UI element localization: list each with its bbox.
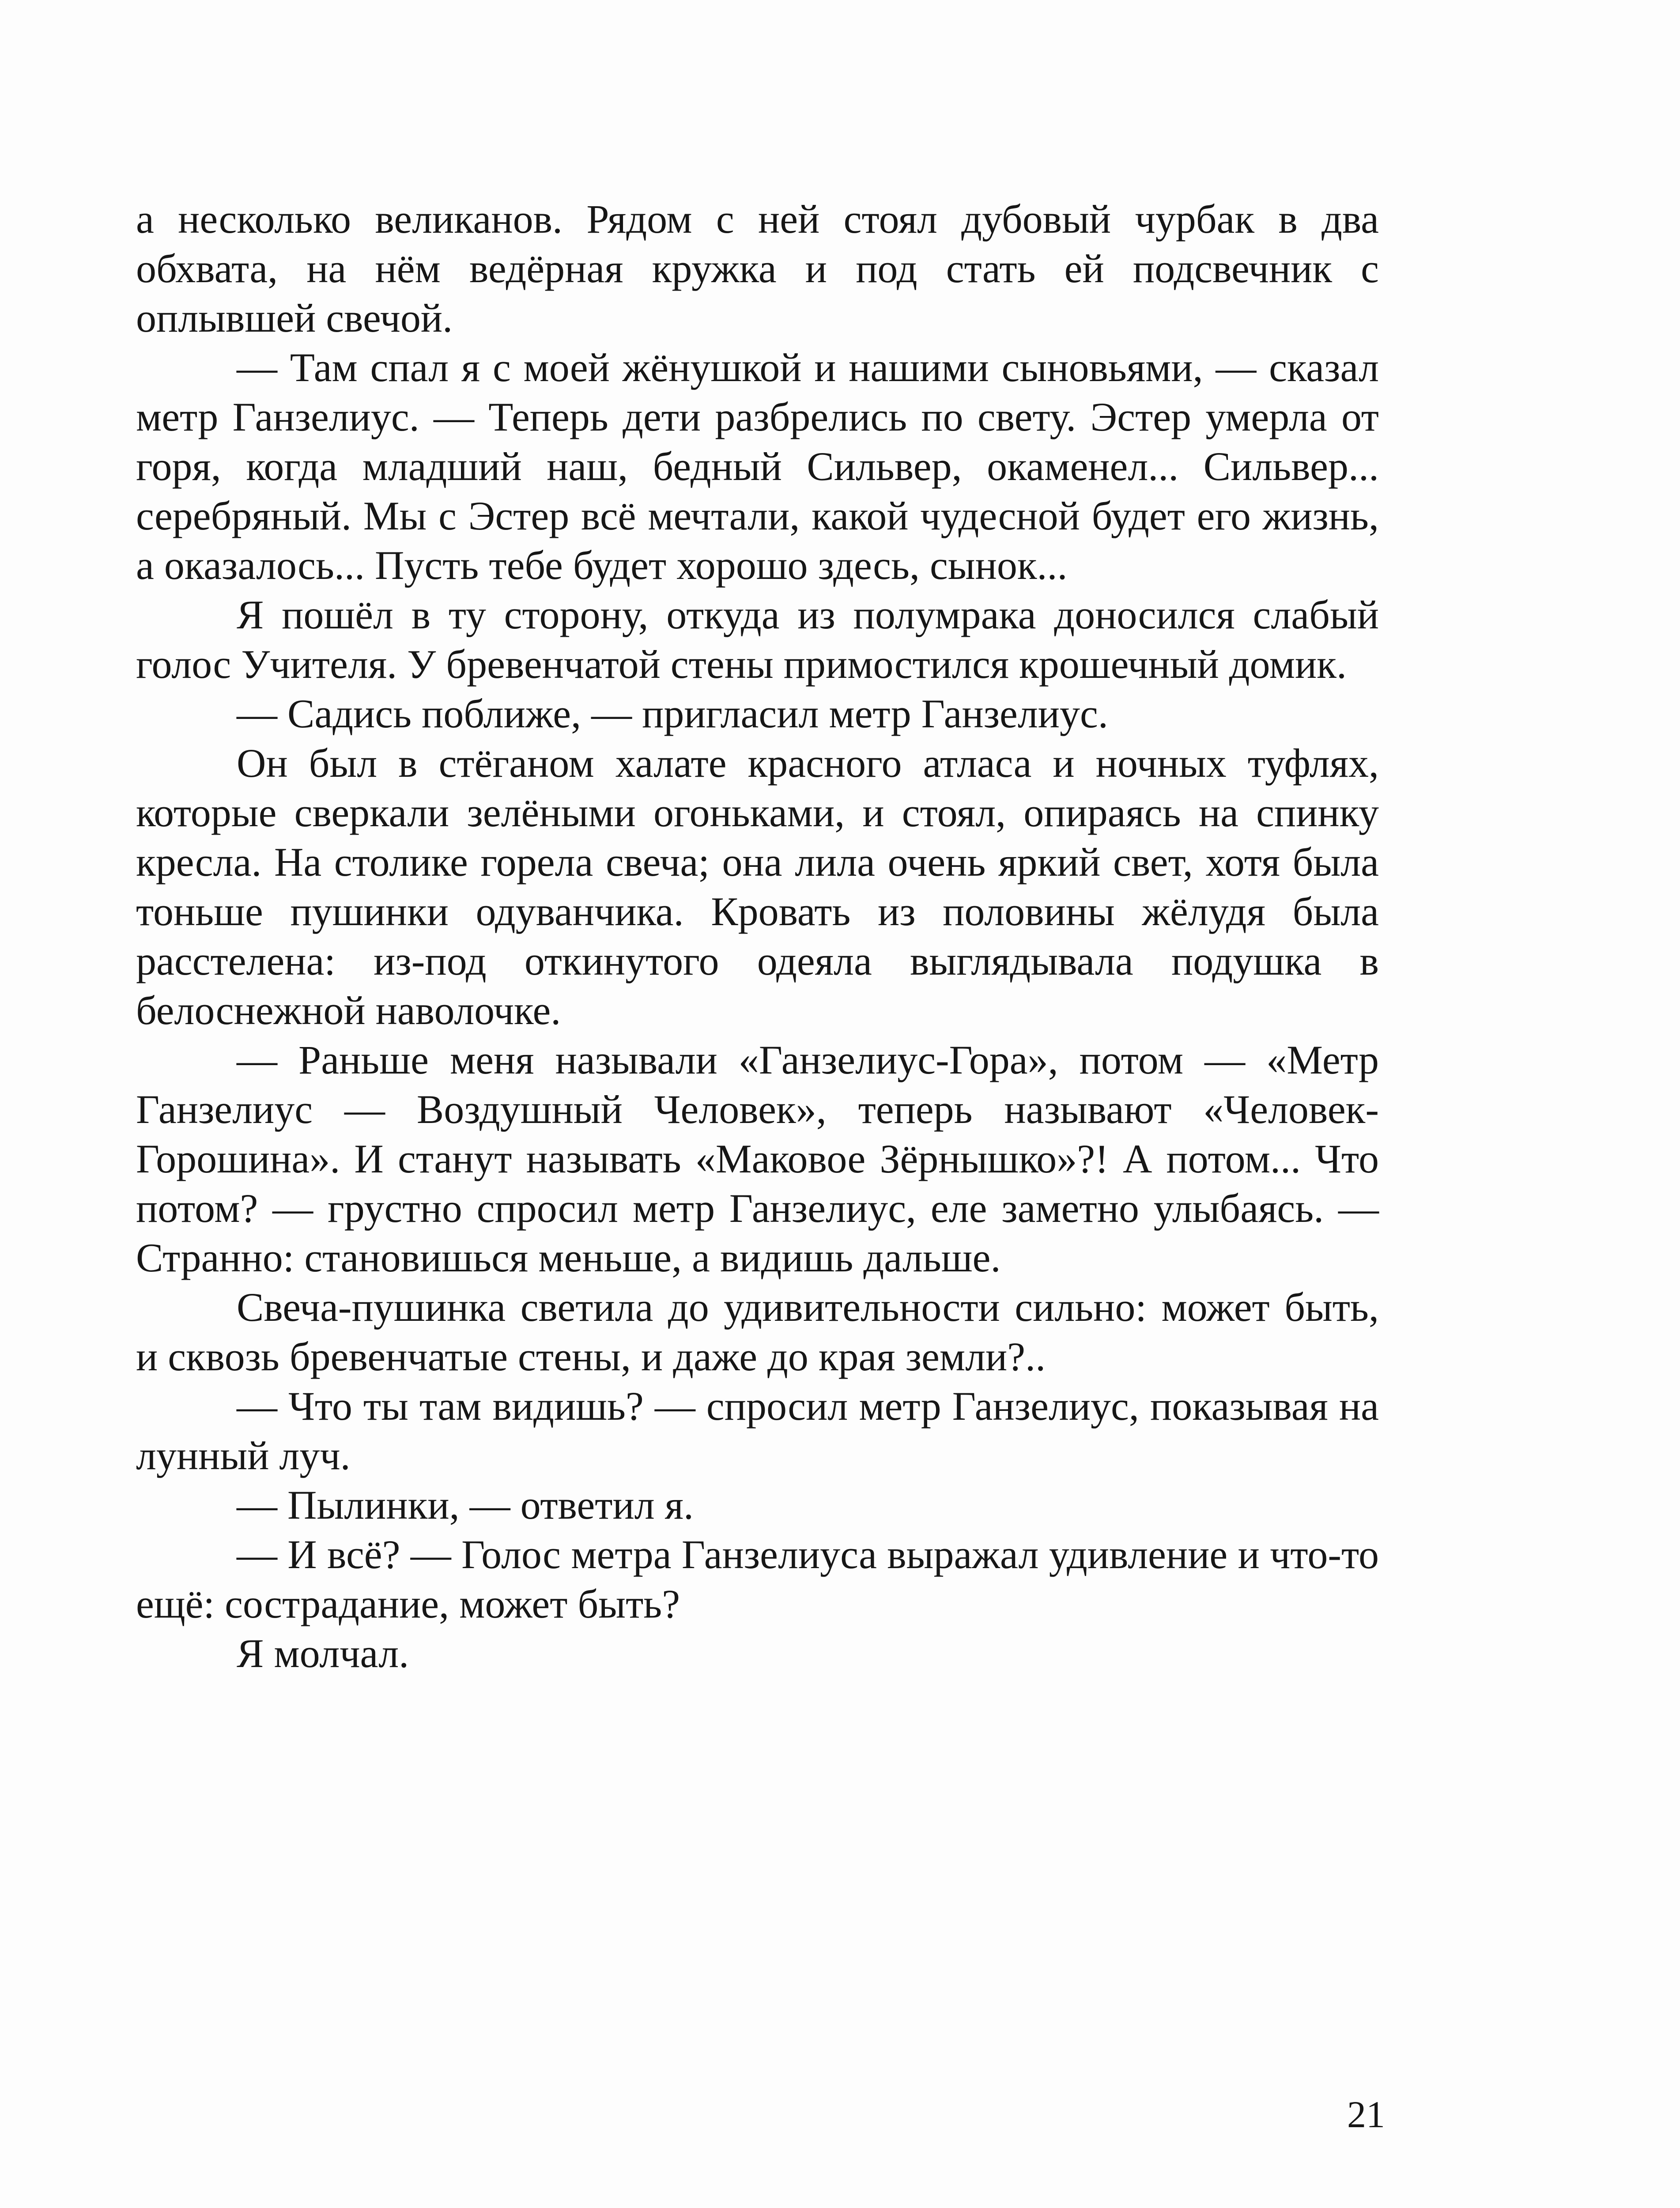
paragraph-6: — Раньше меня называли «Ганзелиус-Гора», потом — «Метр Ганзелиус — Воздушный Человек», теперь называют «Человек-Горошина». И станут называть «Маковое Зёрнышко»?! А потом... Что потом? — грустно спросил метр Ганзелиус, еле заметно улыбаясь. — Странно: становишься меньше, а видишь дальше. <box>136 1037 1379 1280</box>
paragraph-5: Он был в стёганом халате красного атласа и ночных туфлях, которые сверкали зелёными огоньками, и стоял, опираясь на спинку кресла. На столике горела свеча; она лила очень яркий свет, хотя была тоньше пушинки одуванчика. Кровать из половины жёлудя была расстелена: из-под откинутого одеяла выглядывала подушка в белоснежной наволочке. <box>136 741 1379 1033</box>
paragraph-4: — Садись поближе, — пригласил метр Ганзелиус. <box>237 691 1108 736</box>
page-number: 21 <box>1347 2093 1385 2136</box>
paragraph-9: — Пылинки, — ответил я. <box>237 1482 694 1527</box>
paragraph-11: Я молчал. <box>237 1631 409 1676</box>
paragraph-2: — Там спал я с моей жёнушкой и нашими сыновьями, — сказал метр Ганзелиус. — Теперь дети разбрелись по свету. Эстер умерла от горя, когда младший наш, бедный Сильвер, окаменел... Сильвер... серебряный. Мы с Эстер всё мечтали, какой чудесной будет его жизнь, а оказалось... Пусть тебе будет хорошо здесь, сынок... <box>136 345 1379 588</box>
paragraph-10: — И всё? — Голос метра Ганзелиуса выражал удивление и что-то ещё: сострадание, может быть? <box>136 1532 1379 1626</box>
body-text <box>136 194 1379 1678</box>
paragraph-3: Я пошёл в ту сторону, откуда из полумрака доносился слабый голос Учителя. У бревенчатой стены примостился крошечный домик. <box>136 592 1379 687</box>
paragraph-1: а несколько великанов. Рядом с ней стоял дубовый чурбак в два обхвата, на нём ведёрная кружка и под стать ей подсвечник с оплывшей свечой. <box>136 197 1379 340</box>
paragraph-7: Свеча-пушинка светила до удивительности сильно: может быть, и сквозь бревенчатые стены, и даже до края земли?.. <box>136 1285 1379 1379</box>
paragraph-8: — Что ты там видишь? — спросил метр Ганзелиус, показывая на лунный луч. <box>136 1384 1379 1478</box>
